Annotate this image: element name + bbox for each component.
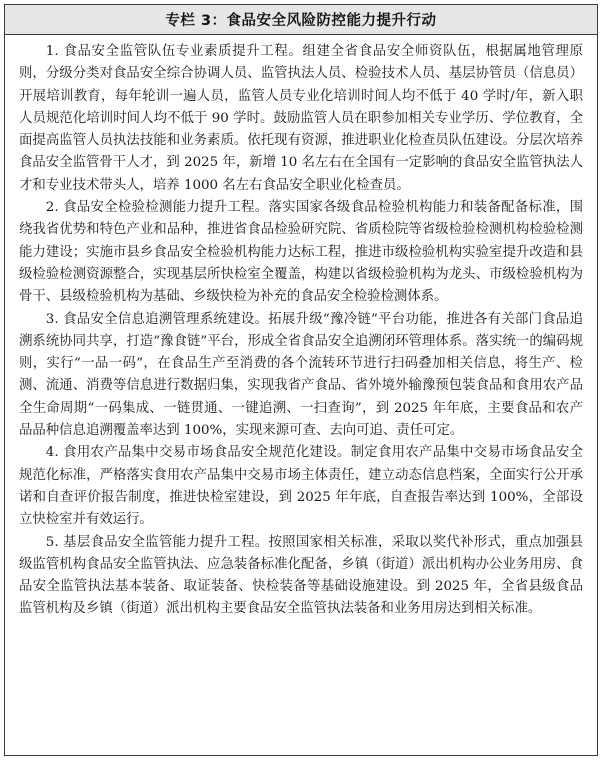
- paragraph-1: 1. 食品安全监管队伍专业素质提升工程。组建全省食品安全师资队伍，根据属地管理原则，分级分类对食品安全综合协调人员、监管执法人员、检验技术人员、基层协管员（信息员）开展培训教育，每年轮训一遍人员，监管人员专业化培训时间人均不低于 40 学时/年，新入职人员规范化培训时间人均不低于 90 学时。鼓励监管人员在职参加相关专业学历、学位教育，全面提高监管人员执法技能和业务素质。依托现有资源，推进职业化检查员队伍建设。分层次培养食品安全监管骨干人才，到 2025 年，新增 10 名左右在全国有一定影响的食品安全监管执法人才和专业技术带头人，培养 1000 名左右食品安全职业化检查员。: [19, 44, 583, 193]
- paragraph-3: 3. 食品安全信息追溯管理系统建设。拓展升级“豫冷链”平台功能，推进各有关部门食品追溯系统协同共享，打造“豫食链”平台，形成全省食品安全追溯闭环管理体系。落实统一的编码规则，实行“一品一码”，在食品生产至消费的各个流转环节进行扫码叠加相关信息，将生产、检测、流通、消费等信息进行数据归集，实现我省产食品、省外境外输豫预包装食品和食用农产品全生命周期“一码集成、一链贯通、一键追溯、一扫查询”，到 2025 年年底，主要食品和农产品品种信息追溯覆盖率达到 100%，实现来源可查、去向可追、责任可定。: [19, 311, 583, 439]
- column-title: 专栏 3：食品安全风险防控能力提升行动: [5, 5, 597, 35]
- paragraph-2: 2. 食品安全检验检测能力提升工程。落实国家各级食品检验机构能力和装备配备标准，围绕我省优势和特色产业和品种，推进省食品检验研究院、省质检院等省级检验检测机构检验检测能力建设；实施市县乡食品安全检验机构能力达标工程，推进市级检验机构实验室提升改造和县级检验检测资源整合，实现基层所快检室全覆盖，构建以省级检验机构为龙头、市级检验机构为骨干、县级检验机构为基础、乡级快检为补充的食品安全检验检测体系。: [19, 200, 583, 305]
- column-box: [4, 4, 598, 756]
- paragraph-4: 4. 食用农产品集中交易市场食品安全规范化建设。制定食用农产品集中交易市场食品安全规范化标准，严格落实食用农产品集中交易市场主体责任，建立动态信息档案，全面实行公开承诺和自查评价报告制度，推进快检室建设，到 2025 年年底，自查报告率达到 100%，全部设立快检室并有效运行。: [19, 445, 583, 528]
- paragraph-5: 5. 基层食品安全监管能力提升工程。按照国家相关标准，采取以奖代补形式，重点加强县级监管机构食品安全监管执法、应急装备标准化配备，乡镇（街道）派出机构办公业务用房、食品安全监管执法基本装备、取证装备、快检装备等基础设施建设。到 2025 年，全省县级食品监管机构及乡镇（街道）派出机构主要食品安全监管执法装备和业务用房达到相关标准。: [19, 534, 583, 617]
- column-body: [5, 35, 597, 621]
